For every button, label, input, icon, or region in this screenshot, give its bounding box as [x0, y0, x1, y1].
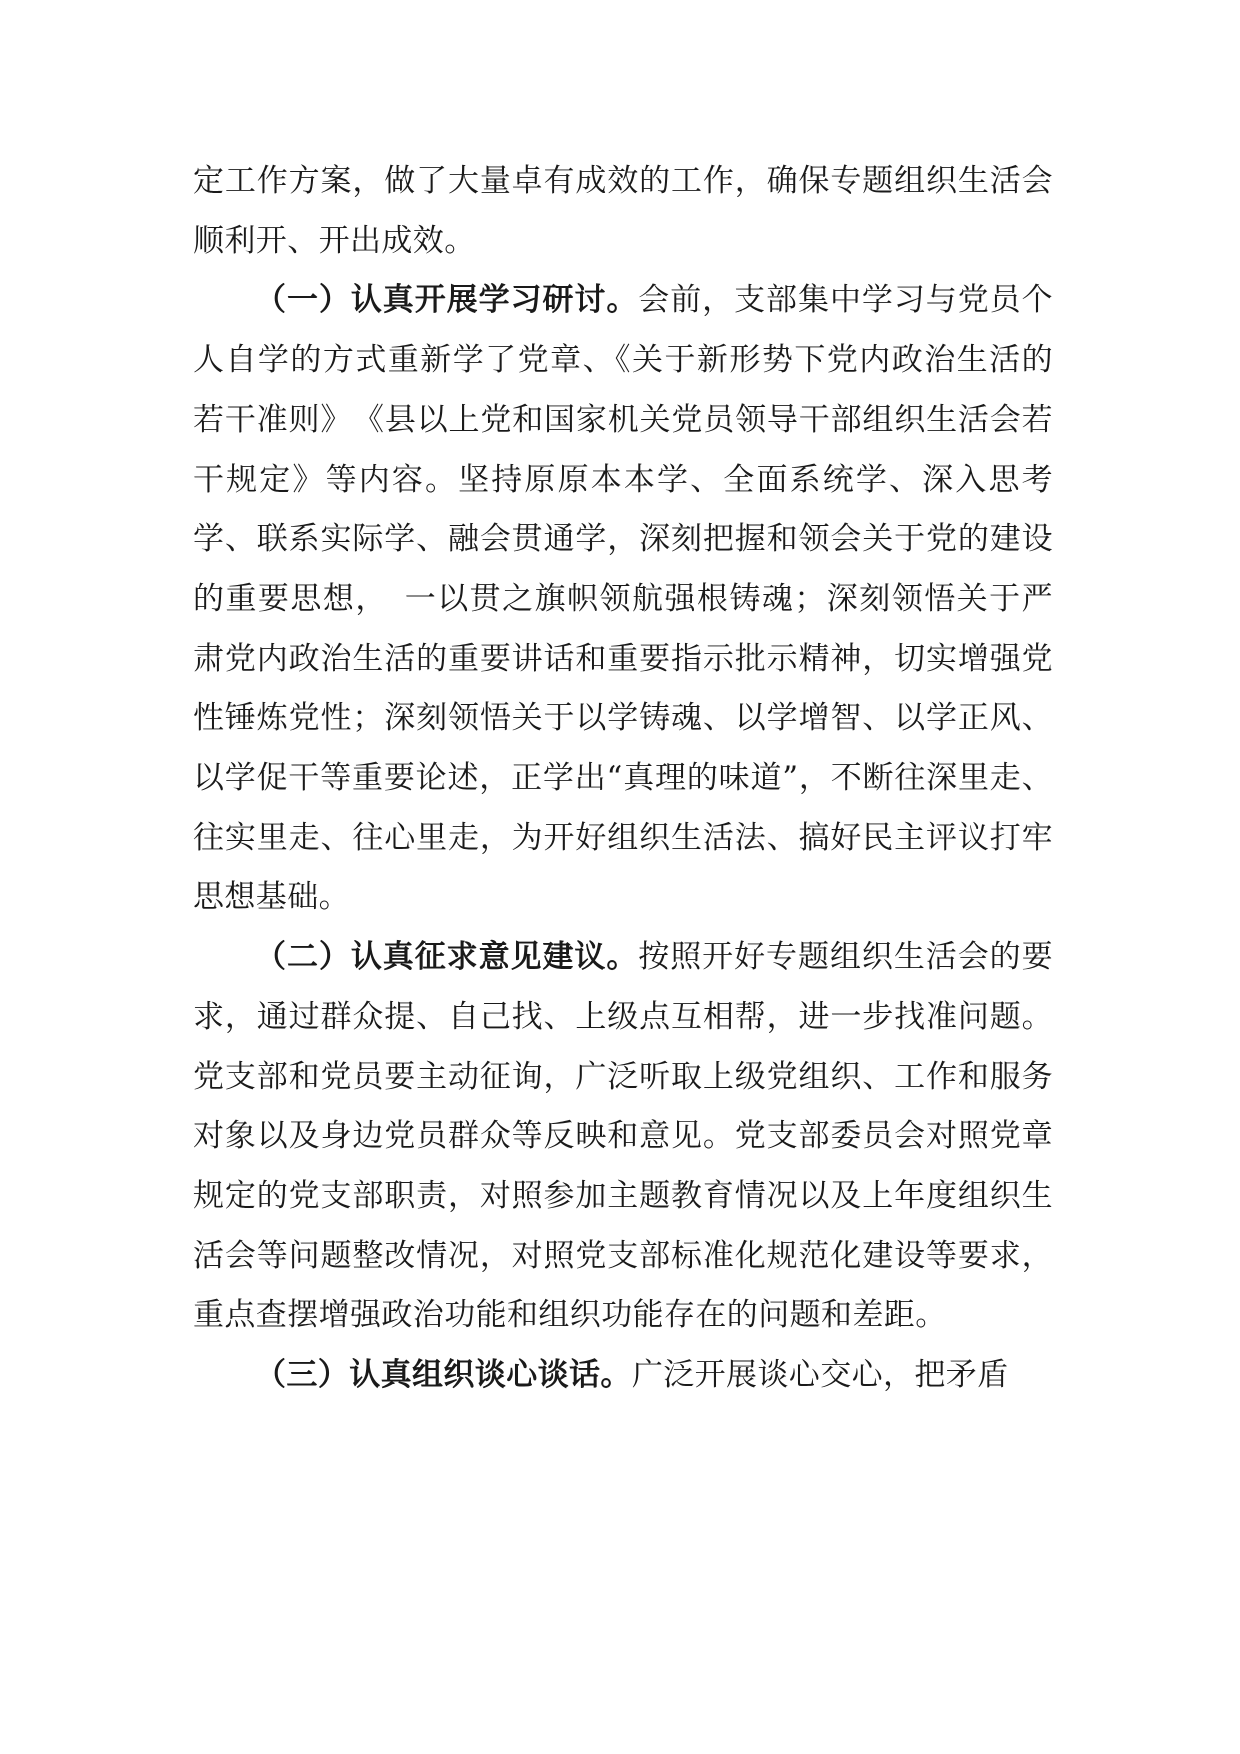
paragraph-heading: （一）认真开展学习研讨。	[255, 282, 639, 319]
paragraph-heading: （二）认真征求意见建议。	[255, 939, 639, 976]
paragraph-heart-to-heart-talks	[193, 1346, 1053, 1406]
paragraph-heading: （三）认真组织谈心谈话。	[255, 1357, 632, 1394]
paragraph-body: 定工作方案，做了大量卓有成效的工作，确保专题组织生活会顺利开、开出成效。	[193, 163, 1053, 259]
paragraph-study-discussion	[193, 271, 1053, 928]
paragraph-continuation	[193, 152, 1053, 271]
paragraph-solicit-opinions	[193, 928, 1053, 1346]
paragraph-body: 会前，支部集中学习与党员个人自学的方式重新学了党章、《关于新形势下党内政治生活的若干准则》 《县以上党和国家机关党员领导干部组织生活会若干规定》等内容。坚持原原本本学、全面系统学、深入思考学、联系实际学、融会贯通学，深刻把握和领会关于党的建设的重要思想， 一以贯之旗帜领航强根铸魂；深刻领悟关于严肃党内政治生活的重要讲话和重要指示批示精神，切实增强党性锤炼党性；深刻领悟关于以学铸魂、以学增智、以学正风、以学促干等重要论述，正学出“真理的味道”，不断往深里走、往实里走、往心里走，为开好组织生活法、搞好民主评议打牢思想基础。	[193, 282, 1053, 916]
paragraph-body: 按照开好专题组织生活会的要求，通过群众提、自己找、上级点互相帮，进一步找准问题。党支部和党员要主动征询，广泛听取上级党组织、工作和服务对象以及身边党员群众等反映和意见。党支部委员会对照党章规定的党支部职责，对照参加主题教育情况以及上年度组织生活会等问题整改情况，对照党支部标准化规范化建设等要求，重点查摆增强政治功能和组织功能存在的问题和差距。	[193, 939, 1053, 1334]
paragraph-body: 广泛开展谈心交心，把矛盾	[631, 1357, 1009, 1394]
document-body	[193, 152, 1053, 1406]
